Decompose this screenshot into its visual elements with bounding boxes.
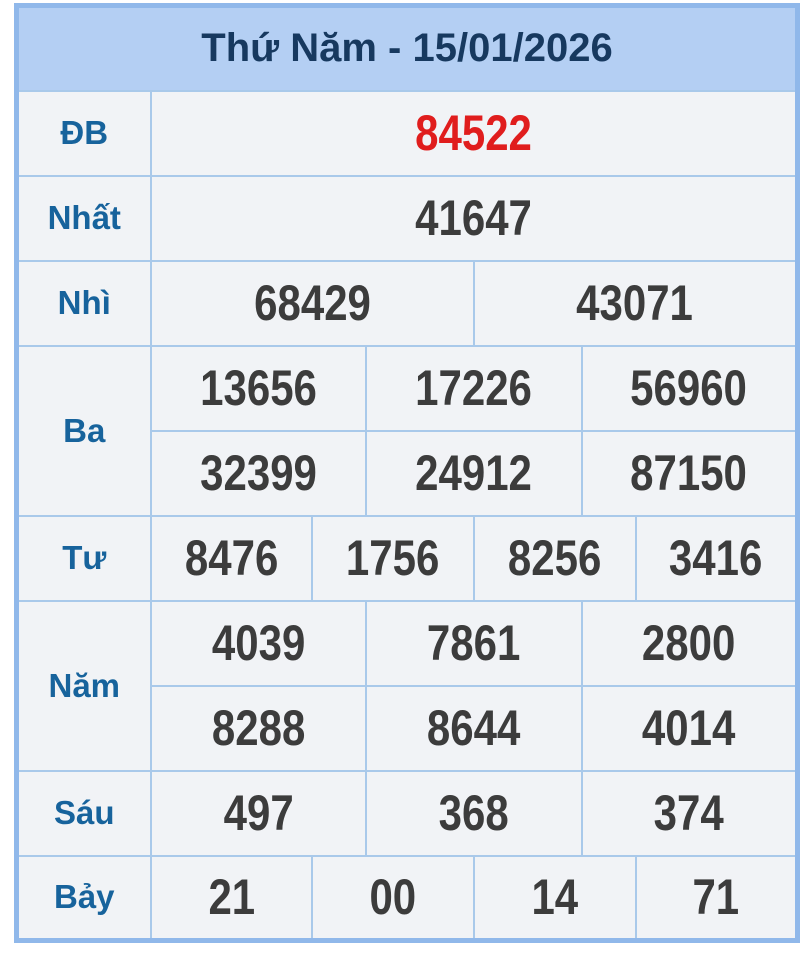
- prize-value: [151, 516, 313, 601]
- prize-value: [151, 856, 313, 941]
- prize-number: 13656: [199, 360, 317, 416]
- prize-number: 68429: [253, 275, 371, 331]
- prize-number: 17226: [415, 360, 533, 416]
- prize-label-ba: Ba: [17, 346, 151, 516]
- prize-value: [474, 516, 636, 601]
- prize-number: 3416: [669, 530, 763, 586]
- lottery-results-table: [14, 3, 800, 943]
- prize-number: 374: [653, 785, 724, 841]
- prize-value: [366, 601, 582, 686]
- prize-value: [582, 431, 798, 516]
- prize-number: 8476: [184, 530, 279, 586]
- prize-value: [151, 601, 367, 686]
- table-row: [17, 176, 798, 261]
- prize-label-nhat: Nhất: [17, 176, 151, 261]
- prize-value-db: [151, 91, 798, 176]
- prize-value: [366, 346, 582, 431]
- table-row: [17, 771, 798, 856]
- table-row: [17, 516, 798, 601]
- prize-number: 00: [369, 869, 417, 926]
- prize-label-db: ĐB: [17, 91, 151, 176]
- prize-number: 8644: [427, 700, 521, 756]
- prize-number: 4039: [211, 615, 306, 671]
- prize-value: [636, 856, 798, 941]
- prize-value: [366, 431, 582, 516]
- prize-number: 8288: [211, 700, 306, 756]
- prize-number: 2800: [642, 615, 736, 671]
- prize-value: [151, 346, 367, 431]
- prize-number: 56960: [630, 360, 748, 416]
- prize-number: 71: [692, 869, 740, 926]
- prize-value: [151, 686, 367, 771]
- prize-number: 4014: [642, 700, 736, 756]
- table-row: [17, 601, 798, 686]
- table-row: [17, 856, 798, 941]
- prize-number: 32399: [199, 445, 317, 501]
- prize-value: [366, 771, 582, 856]
- date-header: [17, 6, 798, 91]
- prize-value: [582, 771, 798, 856]
- prize-value: [582, 346, 798, 431]
- table-row: [17, 6, 798, 91]
- prize-number: 21: [207, 869, 255, 926]
- prize-value: [151, 771, 367, 856]
- special-number: 84522: [414, 105, 532, 161]
- prize-value: [582, 686, 798, 771]
- prize-label-tu: Tư: [17, 516, 151, 601]
- date-header-label: Thứ Năm - 15/01/2026: [201, 26, 613, 71]
- prize-number: 14: [531, 869, 579, 926]
- prize-value: [151, 431, 367, 516]
- prize-number: 87150: [630, 445, 748, 501]
- prize-value: [474, 856, 636, 941]
- prize-value: [312, 856, 474, 941]
- table-row: [17, 91, 798, 176]
- table-row: [17, 261, 798, 346]
- prize-label-nhi: Nhì: [17, 261, 151, 346]
- table-row: [17, 346, 798, 431]
- prize-label-sau: Sáu: [17, 771, 151, 856]
- prize-value: [474, 261, 798, 346]
- prize-number: 7861: [427, 615, 521, 671]
- prize-number: 368: [438, 785, 509, 841]
- prize-number: 24912: [415, 445, 533, 501]
- prize-value: [582, 601, 798, 686]
- prize-label-nam: Năm: [17, 601, 151, 771]
- prize-value: [312, 516, 474, 601]
- prize-number: 8256: [508, 530, 602, 586]
- prize-label-bay: Bảy: [17, 856, 151, 941]
- prize-value: [151, 176, 798, 261]
- prize-number: 497: [223, 785, 294, 841]
- prize-number: 1756: [346, 530, 440, 586]
- prize-number: 43071: [576, 275, 694, 331]
- prize-number: 41647: [414, 190, 532, 246]
- prize-value: [636, 516, 798, 601]
- prize-value: [366, 686, 582, 771]
- prize-value: [151, 261, 474, 346]
